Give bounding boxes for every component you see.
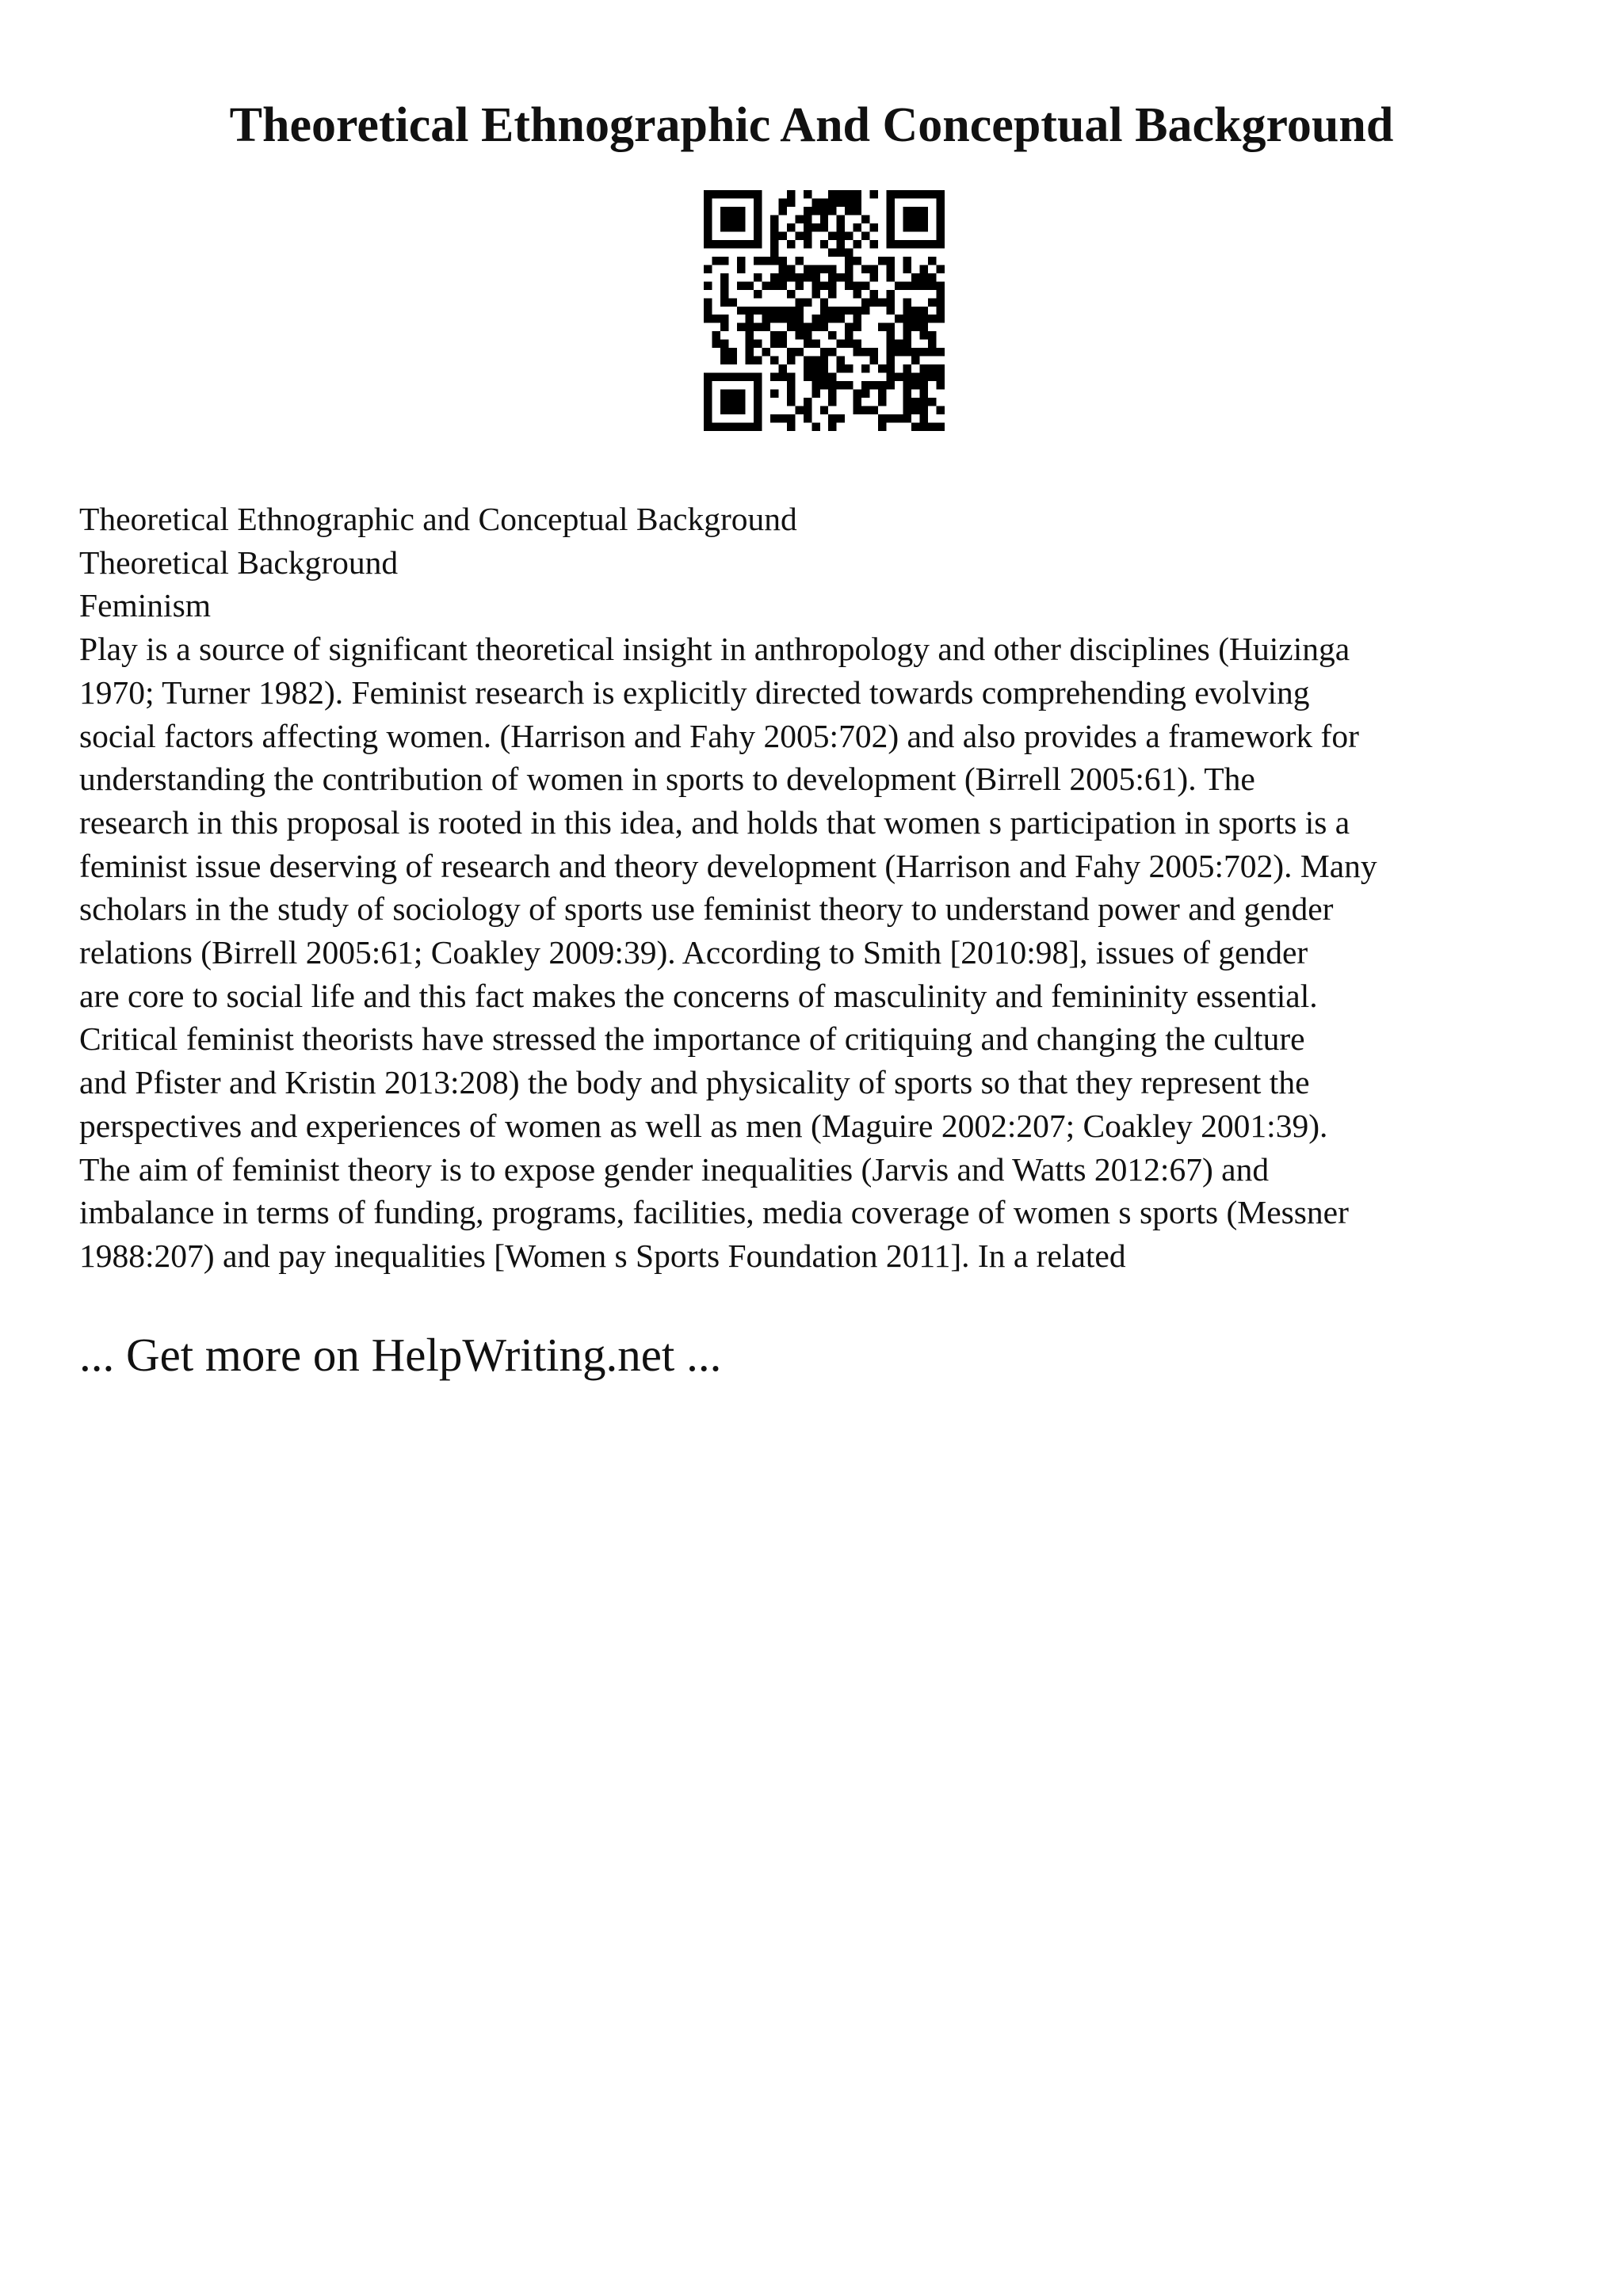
body-line: 1970; Turner 1982). Feminist research is explicitly directed towards comprehending evolving [79, 673, 1310, 711]
body-line: Theoretical Background [79, 543, 399, 581]
more-link[interactable]: ... Get more on HelpWriting.net ... [79, 1329, 722, 1381]
qr-code-icon [704, 190, 945, 431]
body-line: understanding the contribution of women in sports to development (Birrell 2005:61). The [79, 761, 1255, 798]
body-line: Play is a source of significant theoretical insight in anthropology and other disciplines (Huizinga [79, 631, 1350, 668]
body-line: and Pfister and Kristin 2013:208) the body and physicality of sports so that they represent the [79, 1064, 1310, 1101]
document-body [79, 498, 1545, 1278]
body-line: are core to social life and this fact makes the concerns of masculinity and femininity essential. [79, 977, 1318, 1014]
body-line: imbalance in terms of funding, programs, facilities, media coverage of women s sports (Messner [79, 1194, 1349, 1231]
body-line: relations (Birrell 2005:61; Coakley 2009:39). According to Smith [2010:98], issues of gender [79, 934, 1308, 971]
body-line: Theoretical Ethnographic and Conceptual Background [79, 501, 797, 537]
body-line: 1988:207) and pay inequalities [Women s Sports Foundation 2011]. In a related [79, 1237, 1126, 1274]
body-line: perspectives and experiences of women as well as men (Maguire 2002:207; Coakley 2001:39). [79, 1107, 1328, 1144]
body-line: The aim of feminist theory is to expose gender inequalities (Jarvis and Watts 2012:67) and [79, 1150, 1270, 1188]
body-line: Critical feminist theorists have stressed the importance of critiquing and changing the culture [79, 1020, 1305, 1058]
body-line: Feminism [79, 587, 212, 624]
body-line: social factors affecting women. (Harrison and Fahy 2005:702) and also provides a framework for [79, 717, 1359, 754]
body-line: scholars in the study of sociology of sports use feminist theory to understand power and gender [79, 891, 1334, 928]
body-line: feminist issue deserving of research and theory development (Harrison and Fahy 2005:702). Many [79, 847, 1377, 884]
body-line: research in this proposal is rooted in this idea, and holds that women s participation in sports is a [79, 803, 1350, 841]
document-title: Theoretical Ethnographic And Conceptual Background [229, 98, 1394, 152]
